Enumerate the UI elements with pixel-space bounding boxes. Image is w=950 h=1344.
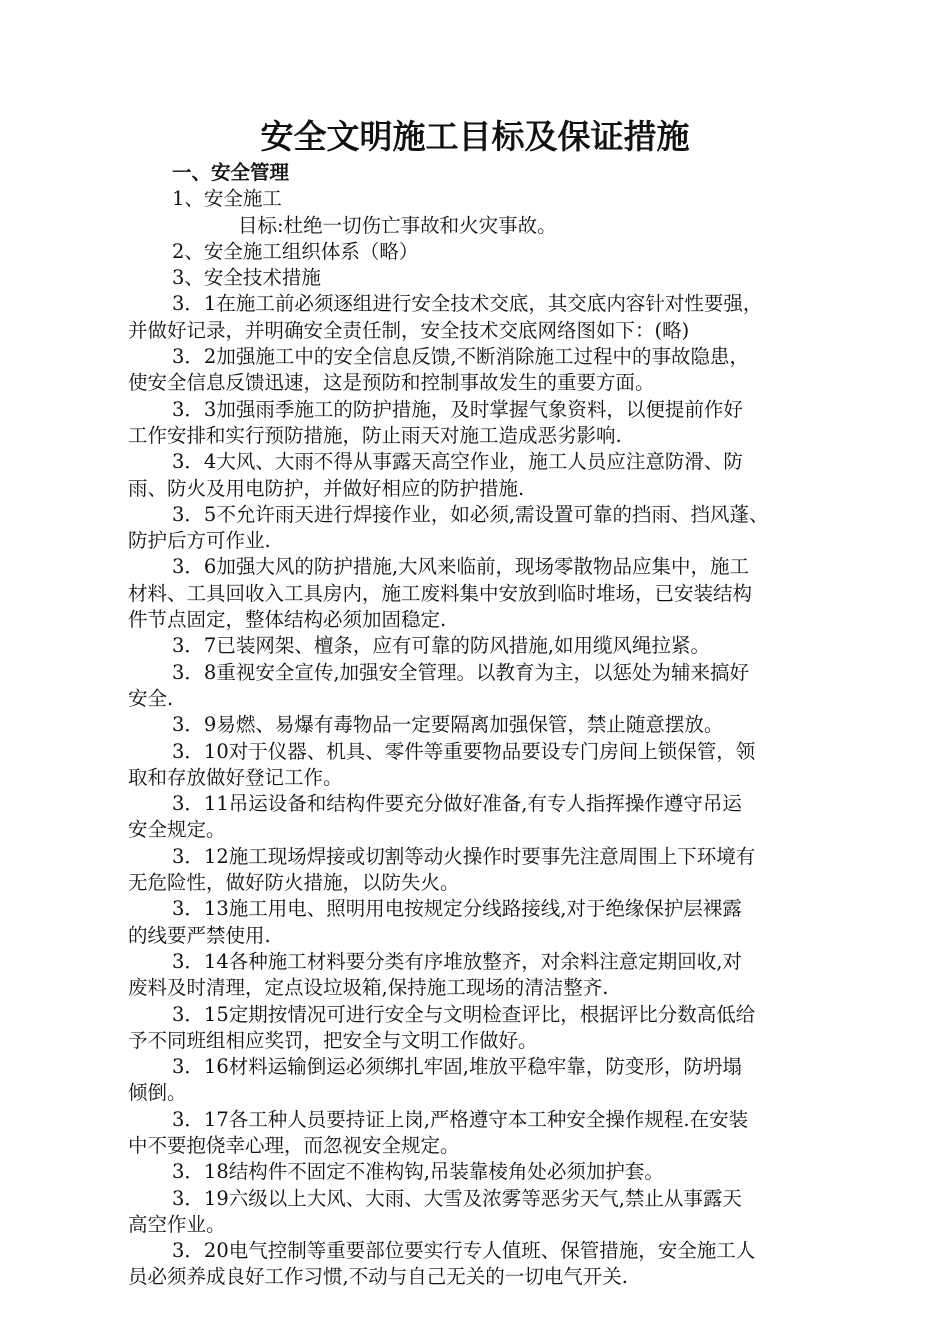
measure-line: 中不要抱侥幸心理，而忽视安全规定。 xyxy=(128,1133,460,1157)
measure-line: 安全规定。 xyxy=(128,818,226,842)
measure-line: 予不同班组相应奖罚，把安全与文明工作做好。 xyxy=(128,1028,538,1052)
measure-line: 3．1在施工前必须逐组进行安全技术交底，其交底内容针对性要强， xyxy=(172,292,763,316)
measure-item xyxy=(128,949,848,1002)
document-title: 安全文明施工目标及保证措施 xyxy=(260,117,690,156)
measure-line: 3．3加强雨季施工的防护措施，及时掌握气象资料，以便提前作好 xyxy=(172,397,743,421)
measure-line: 3．17各工种人员要持证上岗,严格遵守本工种安全操作规程.在安装 xyxy=(172,1107,749,1131)
measures-list xyxy=(128,291,848,1290)
measure-item xyxy=(128,1107,848,1160)
measure-item xyxy=(128,1002,848,1055)
measure-line: 倾倒。 xyxy=(128,1081,187,1105)
goal-text: 目标:杜绝一切伤亡事故和火灾事故。 xyxy=(238,213,557,237)
measure-item xyxy=(128,1159,848,1185)
measure-line: 3．13施工用电、照明用电按规定分线路接线,对于绝缘保护层裸露 xyxy=(172,897,742,921)
measure-line: 高空作业。 xyxy=(128,1212,226,1236)
measure-item xyxy=(128,739,848,792)
measure-line: 并做好记录，并明确安全责任制，安全技术交底网络图如下：(略) xyxy=(128,318,690,342)
document-body xyxy=(128,160,848,1291)
measure-line: 3．18结构件不固定不准构钩,吊装靠棱角处必须加护套。 xyxy=(172,1160,664,1184)
measure-item xyxy=(128,660,848,713)
measure-line: 3．16材料运输倒运必须绑扎牢固,堆放平稳牢靠，防变形，防坍塌 xyxy=(172,1055,742,1079)
section-heading: 一、安全管理 xyxy=(172,161,290,184)
measure-line: 3．8重视安全宣传,加强安全管理。以教育为主，以惩处为辅来搞好 xyxy=(172,660,750,684)
measure-line: 3．7已装网架、檀条，应有可靠的防风措施,如用缆风绳拉紧。 xyxy=(172,634,711,658)
measure-item xyxy=(128,1238,848,1291)
measure-line: 员必须养成良好工作习惯,不动与自己无关的一切电气开关. xyxy=(128,1265,628,1289)
measure-line: 3．9易燃、易爆有毒物品一定要隔离加强保管，禁止随意摆放。 xyxy=(172,713,724,737)
measure-line: 使安全信息反馈迅速，这是预防和控制事故发生的重要方面。 xyxy=(128,371,655,395)
measure-line: 3．4大风、大雨不得从事露天高空作业，施工人员应注意防滑、防 xyxy=(172,450,743,474)
measure-item xyxy=(128,896,848,949)
measure-item xyxy=(128,554,848,633)
subsection-2: 2、安全施工组织体系（略） xyxy=(172,239,419,263)
measure-line: 3．11吊运设备和结构件要充分做好准备,有专人指挥操作遵守吊运 xyxy=(172,792,742,816)
measure-line: 件节点固定，整体结构必须加固稳定. xyxy=(128,608,447,632)
measure-line: 3．20电气控制等重要部位要实行专人值班、保管措施，安全施工人 xyxy=(172,1239,756,1263)
measure-line: 材料、工具回收入工具房内，施工废料集中安放到临时堆场，已安装结构 xyxy=(128,581,753,605)
measure-line: 3．15定期按情况可进行安全与文明检查评比，根据评比分数高低给 xyxy=(172,1002,756,1026)
measure-item xyxy=(128,397,848,450)
measure-line: 3．19六级以上大风、大雨、大雪及浓雾等恶劣天气,禁止从事露天 xyxy=(172,1186,742,1210)
measure-item xyxy=(128,1054,848,1107)
measure-line: 的线要严禁使用. xyxy=(128,923,271,947)
subsection-1: 1、安全施工 xyxy=(172,187,282,211)
measure-line: 3．12施工现场焊接或切割等动火操作时要事先注意周围上下环境有 xyxy=(172,844,756,868)
measure-item xyxy=(128,291,848,344)
measure-line: 3．6加强大风的防护措施,大风来临前，现场零散物品应集中，施工 xyxy=(172,555,750,579)
subsection-3: 3、安全技术措施 xyxy=(172,266,321,290)
measure-line: 3．14各种施工材料要分类有序堆放整齐，对余料注意定期回收,对 xyxy=(172,949,742,973)
measure-line: 取和存放做好登记工作。 xyxy=(128,765,343,789)
measure-item xyxy=(128,344,848,397)
measure-item xyxy=(128,791,848,844)
measure-item xyxy=(128,712,848,738)
measure-item xyxy=(128,633,848,659)
measure-item xyxy=(128,844,848,897)
measure-line: 防护后方可作业. xyxy=(128,529,271,553)
measure-item xyxy=(128,502,848,555)
measure-item xyxy=(128,449,848,502)
measure-line: 废料及时清理，定点设垃圾箱,保持施工现场的清洁整齐. xyxy=(128,976,609,1000)
measure-line: 工作安排和实行预防措施，防止雨天对施工造成恶劣影响. xyxy=(128,423,622,447)
measure-line: 无危险性，做好防火措施，以防失火。 xyxy=(128,871,460,895)
measure-line: 3．5不允许雨天进行焊接作业，如必须,需设置可靠的挡雨、挡风蓬、 xyxy=(172,502,769,526)
measure-item xyxy=(128,1186,848,1239)
measure-line: 3．2加强施工中的安全信息反馈,不断消除施工过程中的事故隐患， xyxy=(172,345,750,369)
measure-line: 雨、防火及用电防护，并做好相应的防护措施. xyxy=(128,476,525,500)
measure-line: 3．10对于仪器、机具、零件等重要物品要设专门房间上锁保管，领 xyxy=(172,739,756,763)
measure-line: 安全. xyxy=(128,686,174,710)
